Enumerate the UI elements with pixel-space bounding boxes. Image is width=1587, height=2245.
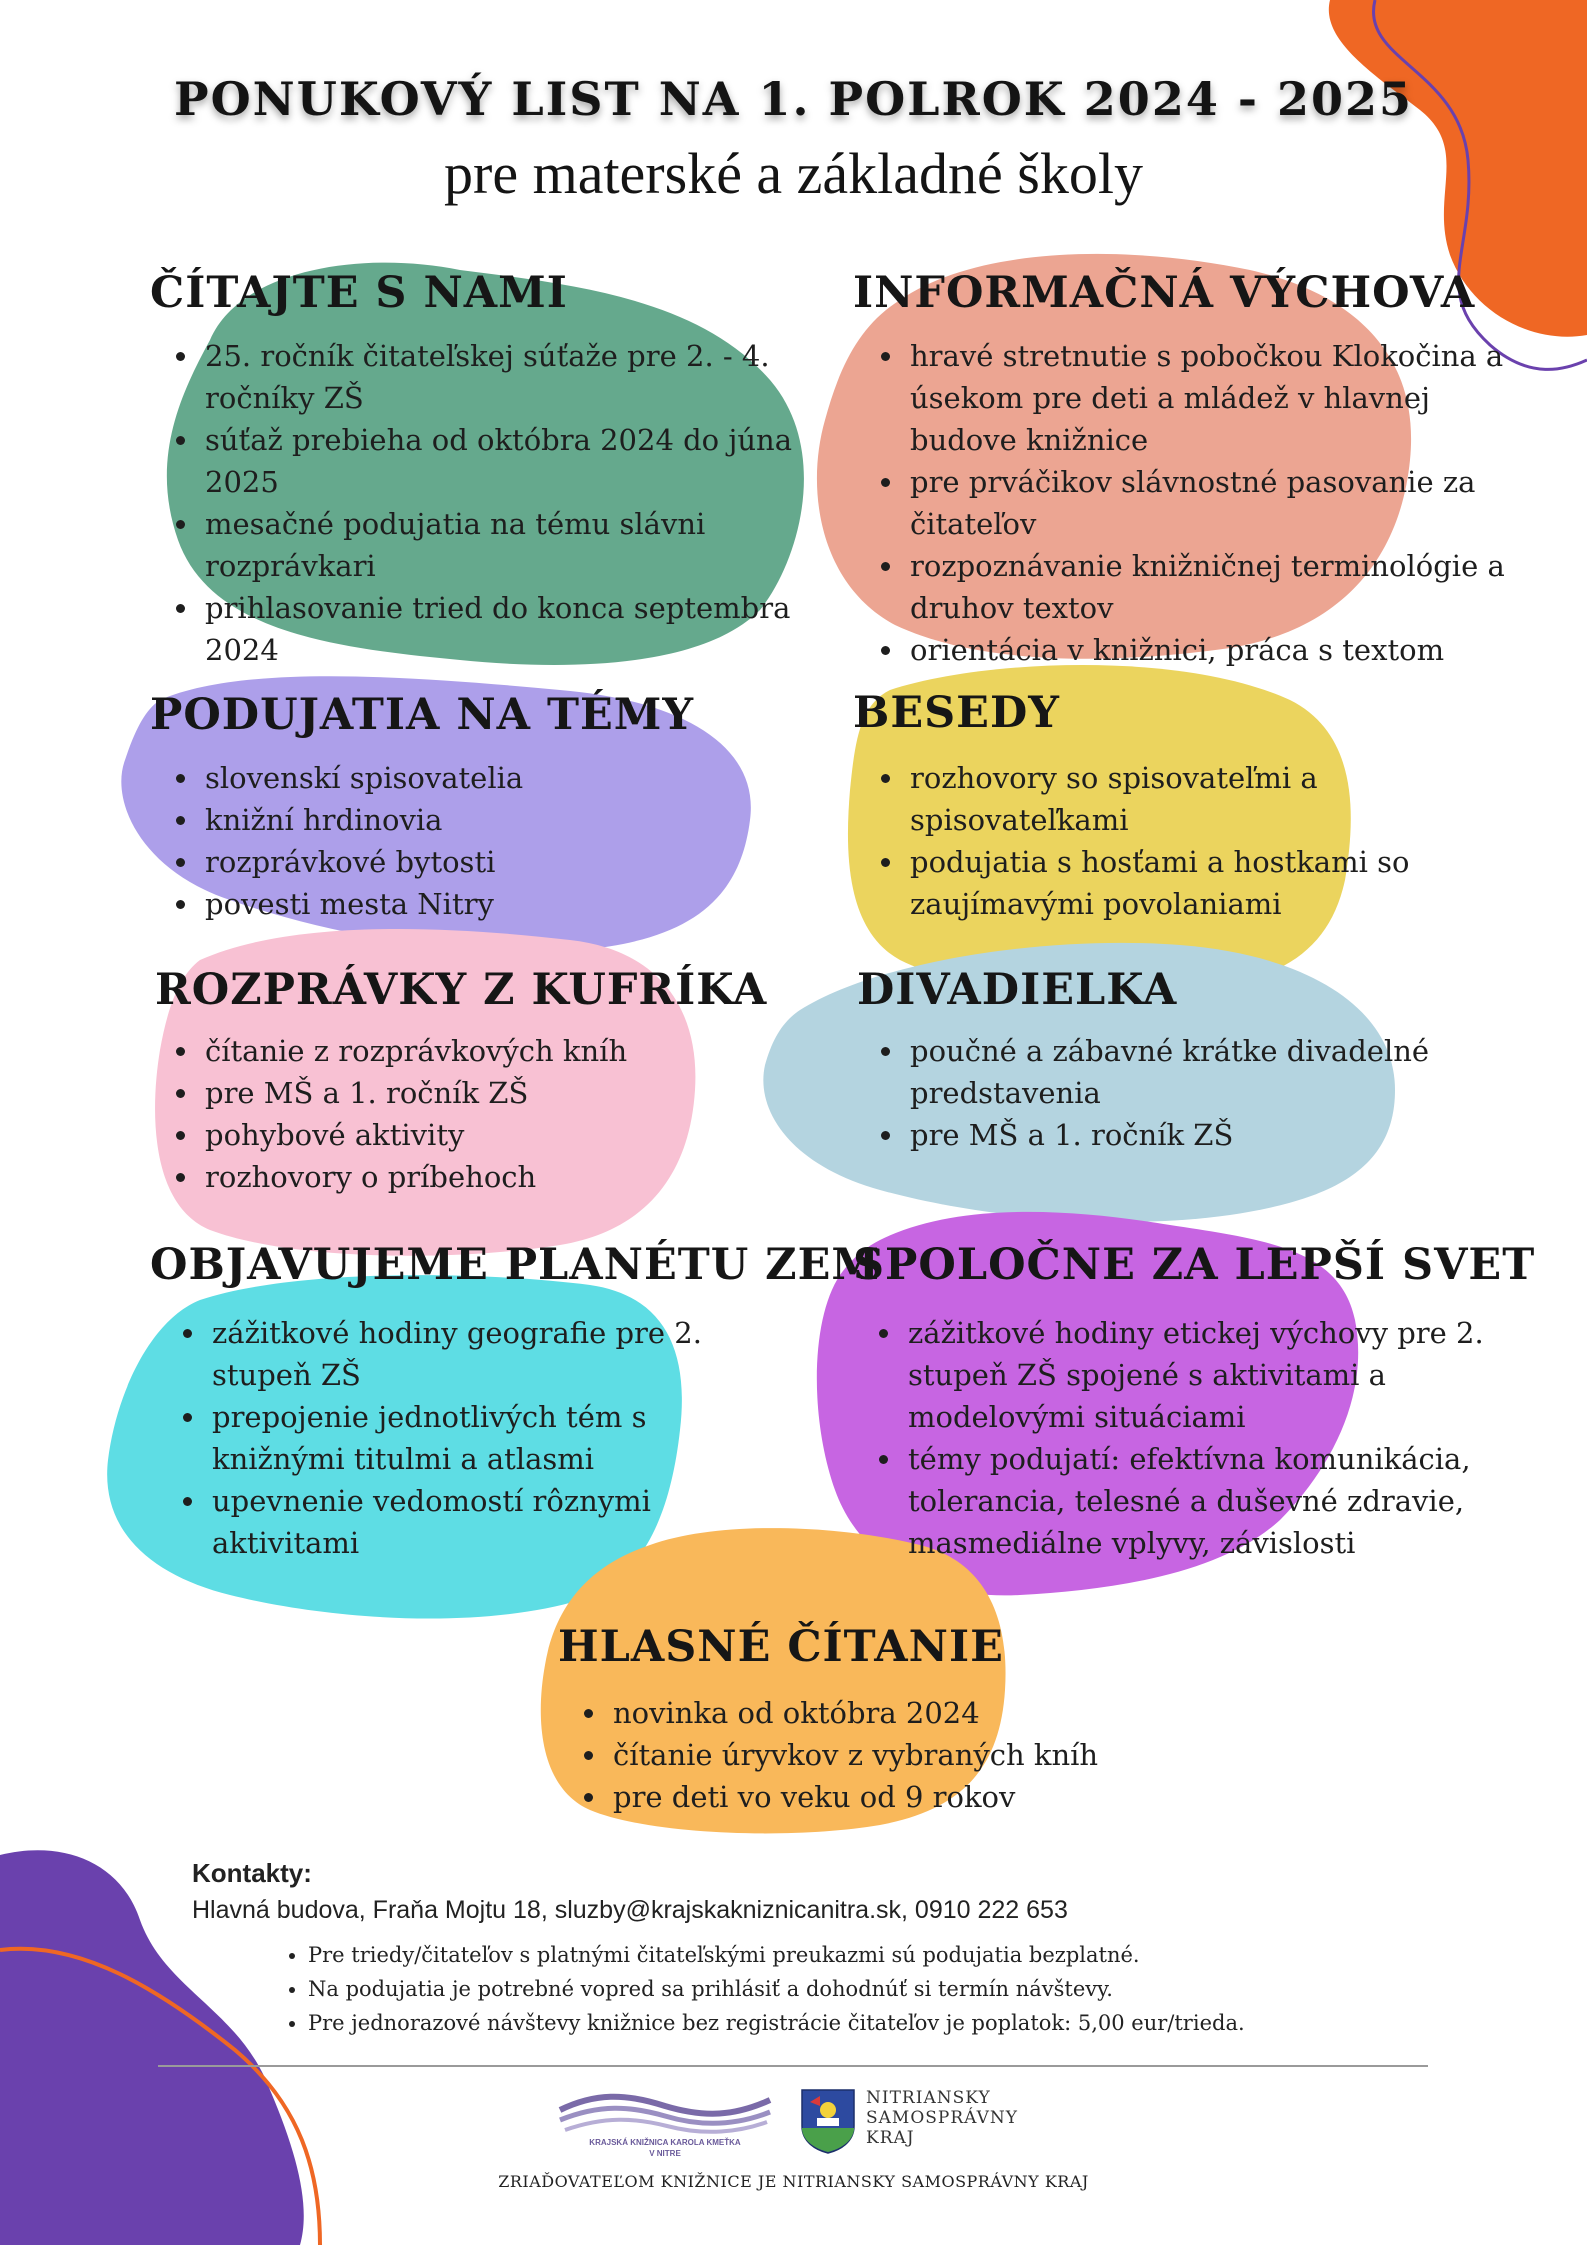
list-item: • zážitkové hodiny geografie pre 2. stupeň ZŠ bbox=[208, 1312, 728, 1396]
section-list-spolocne bbox=[878, 1312, 1504, 1564]
list-item: • orientácia v knižnici, práca s textom bbox=[906, 629, 1506, 671]
divider bbox=[158, 2065, 1428, 2067]
section-title-citajte: ČÍTAJTE S NAMI bbox=[150, 268, 568, 318]
library-logo-line2: V NITRE bbox=[649, 2149, 681, 2158]
list-item: • pre deti vo veku od 9 rokov bbox=[609, 1776, 1169, 1818]
section-list-divadielka bbox=[880, 1030, 1506, 1156]
list-item: • čítanie z rozprávkových kníh bbox=[201, 1030, 761, 1072]
list-item: • povesti mesta Nitry bbox=[201, 883, 761, 925]
list-item: • prihlasovanie tried do konca septembra 2024 bbox=[201, 587, 841, 671]
note-item: • Pre triedy/čitateľov s platnými čitateľskými preukazmi sú podujatia bezplatné. bbox=[308, 1938, 1245, 1972]
list-item: • slovenskí spisovatelia bbox=[201, 757, 761, 799]
page-title: PONUKOVÝ LIST NA 1. POLROK 2024 - 2025 bbox=[174, 72, 1413, 126]
section-list-rozpravky bbox=[175, 1030, 761, 1198]
list-item: • upevnenie vedomostí rôznymi aktivitami bbox=[208, 1480, 728, 1564]
list-item: • hravé stretnutie s pobočkou Klokočina a úsekom pre deti a mládež v hlavnej budove knižnice bbox=[906, 335, 1506, 461]
contacts-details: Hlavná budova, Fraňa Mojtu 18, sluzby@krajskakniznicanitra.sk, 0910 222 653 bbox=[192, 1896, 1068, 1924]
section-title-objavujeme: OBJAVUJEME PLANÉTU ZEM bbox=[150, 1240, 880, 1290]
list-item: • témy podujatí: efektívna komunikácia, tolerancia, telesné a duševné zdravie, masmediálne vplyvy, závislosti bbox=[904, 1438, 1504, 1564]
list-item: • knižní hrdinovia bbox=[201, 799, 761, 841]
list-item: • rozpoznávanie knižničnej terminológie a druhov textov bbox=[906, 545, 1506, 629]
section-list-hlasne bbox=[583, 1692, 1169, 1818]
notes-list bbox=[282, 1938, 1245, 2040]
list-item: • rozhovory o príbehoch bbox=[201, 1156, 761, 1198]
list-item: • pohybové aktivity bbox=[201, 1114, 761, 1156]
region-logo-line3: KRAJ bbox=[866, 2128, 915, 2148]
section-title-informacna: INFORMAČNÁ VÝCHOVA bbox=[853, 268, 1476, 318]
list-item: • novinka od októbra 2024 bbox=[609, 1692, 1169, 1734]
list-item: • pre prváčikov slávnostné pasovanie za čitateľov bbox=[906, 461, 1506, 545]
library-logo bbox=[555, 2088, 775, 2138]
region-crest-icon bbox=[800, 2088, 856, 2154]
note-item: • Na podujatia je potrebné vopred sa prihlásiť a dohodnúť si termín návštevy. bbox=[308, 1972, 1245, 2006]
section-list-podujatia bbox=[175, 757, 761, 925]
region-logo-line2: SAMOSPRÁVNY bbox=[866, 2108, 1018, 2128]
section-list-besedy bbox=[880, 757, 1426, 925]
list-item: • zážitkové hodiny etickej výchovy pre 2. stupeň ZŠ spojené s aktivitami a modelovými situáciami bbox=[904, 1312, 1504, 1438]
section-title-besedy: BESEDY bbox=[853, 688, 1060, 738]
section-title-spolocne: SPOLOČNE ZA LEPŠÍ SVET bbox=[853, 1240, 1536, 1290]
list-item: • pre MŠ a 1. ročník ZŠ bbox=[201, 1072, 761, 1114]
list-item: • podujatia s hosťami a hostkami so zaujímavými povolaniami bbox=[906, 841, 1426, 925]
section-title-rozpravky: ROZPRÁVKY Z KUFRÍKA bbox=[155, 965, 768, 1015]
section-list-citajte bbox=[175, 335, 841, 671]
section-list-informacna bbox=[880, 335, 1506, 671]
region-logo-line1: NITRIANSKY bbox=[866, 2088, 991, 2108]
list-item: • prepojenie jednotlivých tém s knižnými titulmi a atlasmi bbox=[208, 1396, 728, 1480]
region-logo-text bbox=[866, 2088, 1018, 2148]
page-subtitle: pre materské a základné školy bbox=[444, 141, 1143, 206]
section-list-objavujeme bbox=[182, 1312, 728, 1564]
note-item: • Pre jednorazové návštevy knižnice bez registrácie čitateľov je poplatok: 5,00 eur/trieda. bbox=[308, 2006, 1245, 2040]
section-title-hlasne: HLASNÉ ČÍTANIE bbox=[558, 1622, 1004, 1672]
list-item: • 25. ročník čitateľskej súťaže pre 2. - 4. ročníky ZŠ bbox=[201, 335, 841, 419]
library-logo-line1: KRAJSKÁ KNIŽNICA KAROLA KMEŤKA bbox=[589, 2138, 741, 2147]
list-item: • čítanie úryvkov z vybraných kníh bbox=[609, 1734, 1169, 1776]
contacts-label: Kontakty: bbox=[192, 1858, 312, 1888]
list-item: • rozhovory so spisovateľmi a spisovateľkami bbox=[906, 757, 1426, 841]
list-item: • rozprávkové bytosti bbox=[201, 841, 761, 883]
footer-text: ZRIAĎOVATEĽOM KNIŽNICE JE NITRIANSKY SAMOSPRÁVNY KRAJ bbox=[498, 2172, 1089, 2191]
section-title-divadielka: DIVADIELKA bbox=[857, 965, 1178, 1015]
list-item: • mesačné podujatia na tému slávni rozprávkari bbox=[201, 503, 841, 587]
list-item: • súťaž prebieha od októbra 2024 do júna 2025 bbox=[201, 419, 841, 503]
section-title-podujatia: PODUJATIA NA TÉMY bbox=[150, 690, 695, 740]
list-item: • poučné a zábavné krátke divadelné predstavenia bbox=[906, 1030, 1506, 1114]
list-item: • pre MŠ a 1. ročník ZŠ bbox=[906, 1114, 1506, 1156]
